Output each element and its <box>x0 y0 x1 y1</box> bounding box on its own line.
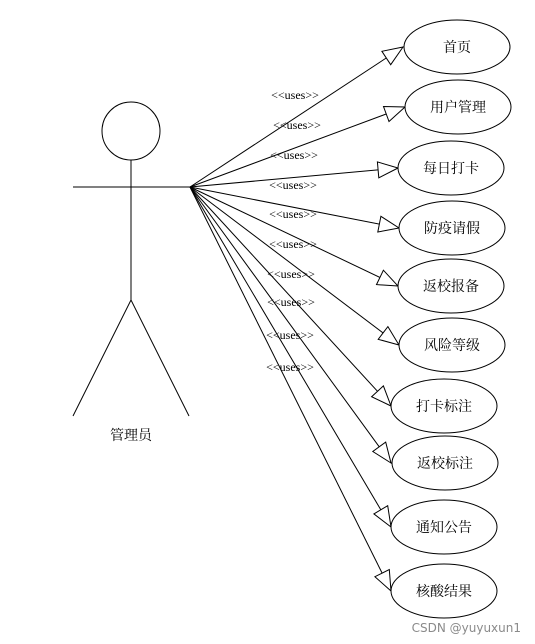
use-case-label: 防疫请假 <box>424 221 480 237</box>
use-case-label: 返校标注 <box>417 456 473 472</box>
use-case-return-mark <box>392 436 498 490</box>
use-case-label: 返校报备 <box>423 279 479 295</box>
relation-arrowhead <box>374 506 391 527</box>
relation-arrowhead <box>384 107 406 122</box>
use-case-notice <box>391 500 497 554</box>
use-case-label: 首页 <box>443 40 471 56</box>
relation-arrowhead <box>378 216 399 232</box>
relation-arrowhead <box>372 386 391 406</box>
relation-epidemic-leave <box>190 178 399 232</box>
use-case-label: 每日打卡 <box>423 161 479 177</box>
actor-right-leg <box>131 300 189 416</box>
uses-label: <<uses>> <box>267 295 315 309</box>
relation-line <box>190 47 403 187</box>
watermark: CSDN @yuyuxun1 <box>411 621 521 635</box>
actor-head <box>102 102 160 160</box>
uses-label: <<uses>> <box>269 207 317 221</box>
uses-label: <<uses>> <box>273 118 321 132</box>
uses-label: <<uses>> <box>269 178 317 192</box>
actor-figure <box>73 102 190 416</box>
relation-arrowhead <box>382 47 403 65</box>
relation-arrowhead <box>377 270 399 286</box>
use-case-test-result <box>391 564 497 618</box>
use-case-label: 通知公告 <box>416 520 472 536</box>
relation-arrowhead <box>377 162 398 178</box>
relation-arrowhead <box>373 442 391 463</box>
use-case-epidemic-leave <box>399 201 505 255</box>
use-case-home <box>404 20 510 74</box>
uses-label: <<uses>> <box>267 267 315 281</box>
relation-return-mark <box>190 187 391 463</box>
use-case-label: 用户管理 <box>430 100 486 116</box>
uses-label: <<uses>> <box>271 88 319 102</box>
uses-label: <<uses>> <box>269 237 317 251</box>
actor-name: 管理员 <box>110 428 152 444</box>
uses-label: <<uses>> <box>266 328 314 342</box>
actor-left-leg <box>73 300 131 416</box>
relation-arrowhead <box>378 327 399 345</box>
relations-layer <box>190 47 405 591</box>
use-case-daily-checkin <box>398 141 504 195</box>
uses-label: <<uses>> <box>266 360 314 374</box>
use-cases-layer <box>391 20 511 618</box>
use-case-label: 打卡标注 <box>416 399 472 415</box>
relation-line <box>190 187 391 463</box>
use-case-return-report <box>398 259 504 313</box>
relation-arrowhead <box>375 570 391 592</box>
relation-user-mgmt <box>190 107 405 188</box>
uses-label: <<uses>> <box>270 148 318 162</box>
use-case-risk-level <box>399 318 505 372</box>
use-case-label: 核酸结果 <box>416 584 472 600</box>
relation-home <box>190 47 403 187</box>
use-case-label: 风险等级 <box>424 338 480 354</box>
use-case-user-mgmt <box>405 80 511 134</box>
use-case-checkin-mark <box>391 379 497 433</box>
